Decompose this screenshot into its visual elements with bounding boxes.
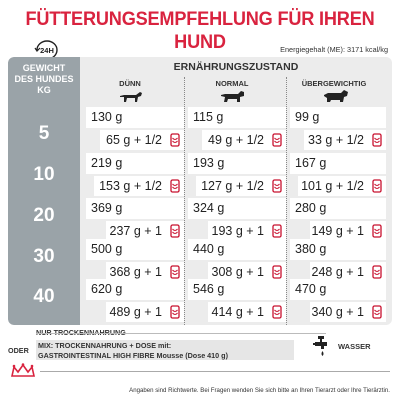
can-icon	[372, 133, 382, 147]
mix-amount-cell: 237 g + 1	[106, 221, 184, 241]
footer-divider	[40, 371, 390, 372]
can-icon	[272, 179, 282, 193]
column-divider	[286, 77, 287, 325]
overweight-dog-icon	[321, 89, 351, 103]
weight-value: 30	[33, 246, 55, 267]
can-icon	[372, 179, 382, 193]
royal-canin-crown-logo	[10, 363, 36, 379]
dry-amount-cell: 620 g	[86, 279, 184, 300]
legend-mix-line2: GASTROINTESTINAL HIGH FIBRE Mousse (Dose 410 g)	[38, 350, 228, 360]
dry-amount-cell: 324 g	[188, 198, 286, 219]
mix-amount-cell: 368 g + 1	[106, 262, 184, 282]
mix-amount-cell: 49 g + 1/2	[202, 130, 286, 150]
mix-amount-cell: 149 g + 1	[310, 221, 386, 241]
can-icon	[272, 133, 282, 147]
nutrition-state-header: ERNÄHRUNGSZUSTAND	[173, 61, 299, 73]
column-divider	[184, 77, 185, 325]
normal-dog-icon	[218, 89, 248, 103]
feeding-table	[8, 57, 392, 325]
dry-amount-cell: 440 g	[188, 239, 286, 260]
dry-amount-cell: 99 g	[290, 107, 386, 128]
mix-amount-cell: 248 g + 1	[310, 262, 386, 282]
dry-amount-cell: 115 g	[188, 107, 286, 128]
weight-value: 5	[38, 123, 50, 144]
dry-amount-cell: 380 g	[290, 239, 386, 260]
weight-column	[8, 57, 80, 325]
can-icon	[372, 265, 382, 279]
dry-amount-cell: 280 g	[290, 198, 386, 219]
column-header-overweight: ÜBERGEWICHTIG	[301, 79, 367, 88]
can-icon	[170, 133, 180, 147]
mix-amount-cell: 414 g + 1	[208, 302, 286, 322]
footer-note: Angaben sind Richtwerte. Bei Fragen wenden Sie sich bitte an Ihren Tierarzt oder Ihre Tierärztin.	[129, 387, 390, 394]
can-icon	[372, 305, 382, 319]
thin-dog-icon	[116, 89, 146, 103]
can-icon	[272, 265, 282, 279]
mix-amount-cell: 101 g + 1/2	[298, 176, 386, 196]
water-tap-icon	[312, 334, 334, 358]
mix-amount-cell: 193 g + 1	[208, 221, 286, 241]
can-icon	[170, 224, 180, 238]
can-icon	[170, 179, 180, 193]
mix-amount-cell: 33 g + 1/2	[304, 130, 386, 150]
dry-amount-cell: 167 g	[290, 153, 386, 174]
weight-header: GEWICHT DES HUNDES KG	[14, 63, 74, 95]
legend-mix	[36, 340, 294, 360]
mix-amount-cell: 340 g + 1	[310, 302, 386, 322]
mix-amount-cell: 127 g + 1/2	[196, 176, 286, 196]
badge-label: 24H	[40, 46, 54, 55]
mix-amount-cell: 308 g + 1	[208, 262, 286, 282]
dry-amount-cell: 470 g	[290, 279, 386, 300]
mix-amount-cell: 65 g + 1/2	[100, 130, 184, 150]
column-header-thin: DÜNN	[119, 79, 141, 88]
weight-value: 40	[33, 286, 55, 307]
page-title: FÜTTERUNGSEMPFEHLUNG FÜR IHREN HUND	[25, 8, 375, 53]
can-icon	[272, 224, 282, 238]
mix-amount-cell: 153 g + 1/2	[94, 176, 184, 196]
dry-amount-cell: 546 g	[188, 279, 286, 300]
mix-amount-cell: 489 g + 1	[106, 302, 184, 322]
can-icon	[272, 305, 282, 319]
dry-amount-cell: 130 g	[86, 107, 184, 128]
can-icon	[170, 305, 180, 319]
energy-content: Energiegehalt (ME): 3171 kcal/kg	[280, 45, 388, 54]
weight-value: 10	[33, 164, 55, 185]
column-header-normal: NORMAL	[215, 79, 249, 88]
legend-mix-line1: MIX: TROCKENNAHRUNG + DOSE mit:	[38, 341, 172, 350]
can-icon	[372, 224, 382, 238]
dry-amount-cell: 500 g	[86, 239, 184, 260]
legend-water: WASSER	[338, 342, 371, 351]
legend-divider	[36, 333, 326, 334]
dry-amount-cell: 369 g	[86, 198, 184, 219]
legend-or: ODER	[8, 346, 29, 355]
weight-value: 20	[33, 205, 55, 226]
dry-amount-cell: 219 g	[86, 153, 184, 174]
dry-amount-cell: 193 g	[188, 153, 286, 174]
can-icon	[170, 265, 180, 279]
